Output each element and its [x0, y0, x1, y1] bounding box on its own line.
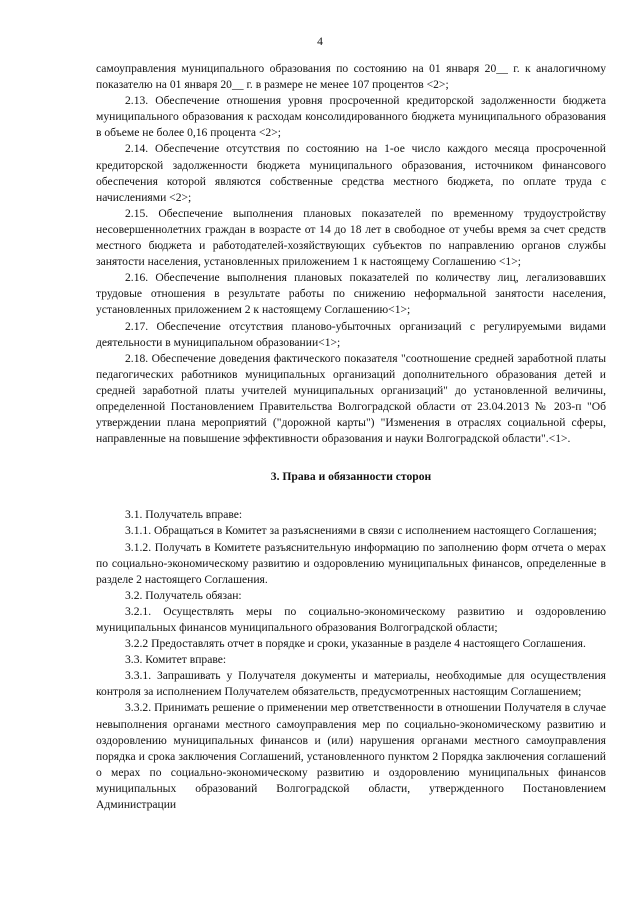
paragraph-2-17: 2.17. Обеспечение отсутствия планово-убыточных организаций с регулируемыми видами деятельности в муниципальном образовании<1>; [96, 319, 606, 349]
paragraph-2-15: 2.15. Обеспечение выполнения плановых показателей по временному трудоустройству несовершеннолетних граждан в возрасте от 14 до 18 лет в свободное от учебы время за счет средств местного бюджета и работодателей-хозяйствующих субъектов по направлению органов службы занятости населения, установленных приложением 1 к настоящему Соглашению <1>; [96, 206, 606, 269]
paragraph-2-14: 2.14. Обеспечение отсутствия по состоянию на 1-ое число каждого месяца просроченной кредиторской задолженности бюджета муниципального образования, источником финансового обеспечения которой являются собственные средства местного бюджета, по оплате труда с начислениями <2>; [96, 142, 606, 204]
paragraph-3-3: 3.3. Комитет вправе: [125, 653, 227, 667]
paragraph-3-1-1: 3.1.1. Обращаться в Комитет за разъяснениями в связи с исполнением настоящего Соглашения; [125, 524, 597, 538]
paragraph-2-16: 2.16. Обеспечение выполнения плановых показателей по количеству лиц, легализовавших трудовые отношения в результате работы по снижению неформальной занятости населения, установленных приложением 2 к настоящему Соглашению<1>; [96, 271, 606, 317]
document-body [96, 61, 606, 813]
paragraph-2-13: 2.13. Обеспечение отношения уровня просроченной кредиторской задолженности бюджета муниципального образования к расходам консолидированного бюджета муниципального образования в объеме не более 0,16 процента <2>; [96, 94, 606, 140]
paragraph-3-1: 3.1. Получатель вправе: [125, 508, 243, 522]
paragraph-continuation: самоуправления муниципального образования по состоянию на 01 января 20__ г. к аналогичному показателю на 01 января 20__ г. в размере не менее 107 процентов <2>; [96, 62, 606, 92]
paragraph-3-2: 3.2. Получатель обязан: [125, 588, 242, 602]
paragraph-2-18: 2.18. Обеспечение доведения фактического показателя "соотношение средней заработной платы педагогических работников муниципальных организаций дополнительного образования детей и средней заработной платы учителей муниципальных организаций" до установленной величины, определенной Постановлением Правительства Волгоградской области от 23.04.2013 № 203-п "Об утверждении плана мероприятий ("дорожной карты") "Изменения в отраслях социальной сферы, направленные на повышение эффективности образования и науки Волгоградской области".<1>. [96, 351, 606, 446]
paragraph-3-2-1: 3.2.1. Осуществлять меры по социально-экономическому развитию и оздоровлению муниципальных финансов муниципального образования Волгоградской области; [96, 604, 606, 634]
paragraph-3-2-2: 3.2.2 Предоставлять отчет в порядке и сроки, указанные в разделе 4 настоящего Соглашения. [125, 637, 586, 651]
paragraph-3-1-2: 3.1.2. Получать в Комитете разъяснительную информацию по заполнению форм отчета о мерах по социально-экономическому развитию и оздоровлению муниципальных финансов, определенные в разделе 2 настоящего Соглашения. [96, 540, 606, 586]
paragraph-3-3-2: 3.3.2. Принимать решение о применении мер ответственности в отношении Получателя в случае невыполнения органами местного самоуправления мер по социально-экономическому развитию и оздоровлению муниципальных финансов и (или) нарушения органами местного самоуправления порядка и срока заключения Соглашений, установленного пунктом 2 Порядка заключения соглашений о мерах по социально-экономическому развитию и оздоровлению муниципальных финансов муниципальных образований Волгоградской области, утвержденного Постановлением Администрации [96, 701, 606, 812]
page-number: 4 [317, 35, 323, 48]
paragraph-3-3-1: 3.3.1. Запрашивать у Получателя документы и материалы, необходимые для осуществления контроля за исполнением Получателем обязательств, предусмотренных настоящим Соглашением; [96, 669, 606, 699]
section-heading: 3. Права и обязанности сторон [270, 470, 432, 484]
